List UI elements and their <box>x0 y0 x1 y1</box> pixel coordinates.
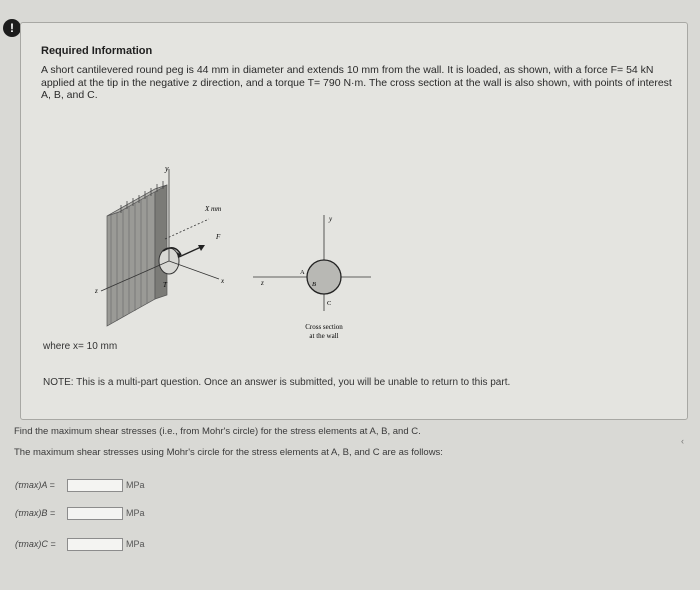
answer-row-b <box>15 505 145 521</box>
cross-section <box>253 215 371 311</box>
alert-badge: ! <box>3 19 21 37</box>
peg <box>159 245 205 274</box>
note-text: NOTE: This is a multi-part question. Once an answer is submitted, you will be unable to return to this part. <box>43 377 511 388</box>
answer-input-b[interactable] <box>67 507 123 520</box>
required-information-card <box>20 22 688 420</box>
dimension-label-x-mm: X mm <box>205 205 222 213</box>
problem-statement: A short cantilevered round peg is 44 mm in diameter and extends 10 mm from the wall. It is loaded, as shown, with a force F= 54 kN applied at the tip in the negative z direction, and a torque T= 790 N·m. The cross section at the wall is also shown, with points of interest A, B, and C. <box>41 64 672 102</box>
answer-unit-b: MPa <box>126 508 145 518</box>
answer-input-a[interactable] <box>67 479 123 492</box>
answer-row-a <box>15 477 145 493</box>
axis-label-z-right: z <box>261 279 264 287</box>
wall-block <box>107 181 167 326</box>
axis-label-y: y <box>165 164 169 173</box>
axis-label-x: x <box>221 277 225 285</box>
point-label-b: B <box>312 281 316 288</box>
card-title: Required Information <box>41 45 153 57</box>
axis-label-y-right: y <box>329 215 333 223</box>
where-text: where x= 10 mm <box>43 341 118 352</box>
chevron-left-icon[interactable]: ‹ <box>681 436 684 446</box>
caption-line-2: at the wall <box>309 332 339 340</box>
answer-input-c[interactable] <box>67 538 123 551</box>
answer-label-a: (τmax)A = <box>15 480 55 490</box>
answer-unit-c: MPa <box>126 539 145 549</box>
answer-label-c: (τmax)C = <box>15 539 56 549</box>
point-label-c: C <box>327 300 332 307</box>
problem-figure <box>81 141 441 353</box>
caption-line-1: Cross section <box>305 323 343 331</box>
point-label-a: A <box>300 269 305 276</box>
axis-label-z: z <box>95 287 98 295</box>
answer-row-c <box>15 536 145 552</box>
question-prompt: Find the maximum shear stresses (i.e., from Mohr's circle) for the stress elements at A, B, and C. <box>14 426 421 437</box>
force-label-f: F <box>216 233 221 241</box>
answer-unit-a: MPa <box>126 480 145 490</box>
torque-label-t: T <box>163 281 167 289</box>
answer-label-b: (τmax)B = <box>15 508 56 518</box>
answer-lead: The maximum shear stresses using Mohr's circle for the stress elements at A, B, and C are as follows: <box>14 447 443 458</box>
